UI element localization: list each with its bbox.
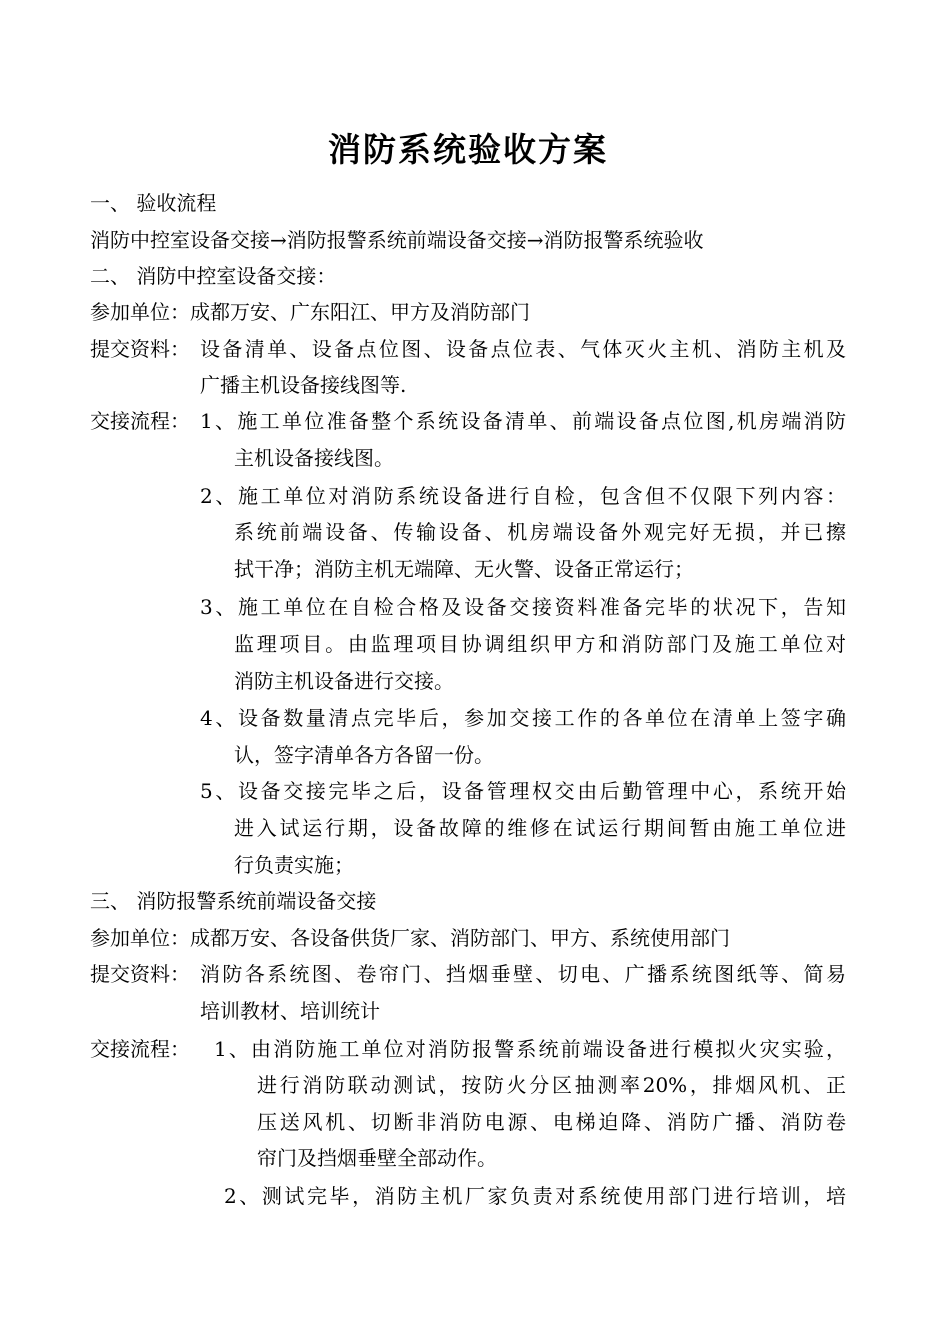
step-line: 压送风机、切断非消防电源、电梯迫降、消防广播、消防卷: [257, 1110, 846, 1134]
step-line: 进入试运行期，设备故障的维修在试运行期间暂由施工单位进: [234, 816, 846, 840]
section-3-materials-label: 提交资料：: [90, 962, 190, 986]
section-2-process-label: 交接流程：: [90, 409, 190, 433]
section-3-process-label: 交接流程：: [90, 1037, 190, 1061]
step-line: 行负责实施；: [234, 853, 354, 877]
section-2-materials-line: 设备清单、设备点位图、设备点位表、气体灭火主机、消防主机及: [200, 337, 846, 361]
section-3-heading: 三、 消防报警系统前端设备交接: [90, 889, 377, 913]
step-line: 进行消防联动测试，按防火分区抽测率20%，排烟风机、正: [257, 1073, 846, 1097]
document-title: 消防系统验收方案: [328, 130, 608, 169]
step-line: 认，签字清单各方各留一份。: [234, 743, 494, 767]
section-2-materials-line: 广播主机设备接线图等.: [200, 373, 407, 397]
step-line: 1、施工单位准备整个系统设备清单、前端设备点位图,机房端消防: [200, 409, 846, 433]
step-line: 3、施工单位在自检合格及设备交接资料准备完毕的状况下，告知: [200, 595, 846, 619]
step-line: 1、由消防施工单位对消防报警系统前端设备进行模拟火灾实验，: [214, 1037, 846, 1061]
step-line: 5、设备交接完毕之后，设备管理权交由后勤管理中心，系统开始: [200, 779, 846, 803]
step-line: 拭干净；消防主机无端障、无火警、设备正常运行；: [234, 557, 694, 581]
section-2-heading: 二、 消防中控室设备交接：: [90, 264, 337, 288]
step-line: 2、测试完毕，消防主机厂家负责对系统使用部门进行培训，培: [224, 1184, 846, 1208]
step-line: 4、设备数量清点完毕后，参加交接工作的各单位在清单上签字确: [200, 706, 846, 730]
section-3-materials-line: 消防各系统图、卷帘门、挡烟垂壁、切电、广播系统图纸等、简易: [200, 962, 846, 986]
section-1-heading: 一、 验收流程: [90, 191, 217, 215]
step-line: 系统前端设备、传输设备、机房端设备外观完好无损，并已擦: [234, 520, 846, 544]
section-3-materials-line: 培训教材、培训统计: [200, 999, 380, 1023]
section-2-materials-label: 提交资料：: [90, 337, 190, 361]
step-line: 2、施工单位对消防系统设备进行自检，包含但不仅限下列内容：: [200, 484, 846, 508]
step-line: 帘门及挡烟垂壁全部动作。: [257, 1146, 497, 1170]
step-line: 监理项目。由监理项目协调组织甲方和消防部门及施工单位对: [234, 632, 846, 656]
step-line: 主机设备接线图。: [234, 446, 394, 470]
section-2-participants: 参加单位：成都万安、广东阳江、甲方及消防部门: [90, 300, 530, 324]
acceptance-flow-text: 消防中控室设备交接→消防报警系统前端设备交接→消防报警系统验收: [90, 228, 704, 252]
section-3-participants: 参加单位：成都万安、各设备供货厂家、消防部门、甲方、系统使用部门: [90, 926, 730, 950]
step-line: 消防主机设备进行交接。: [234, 669, 454, 693]
